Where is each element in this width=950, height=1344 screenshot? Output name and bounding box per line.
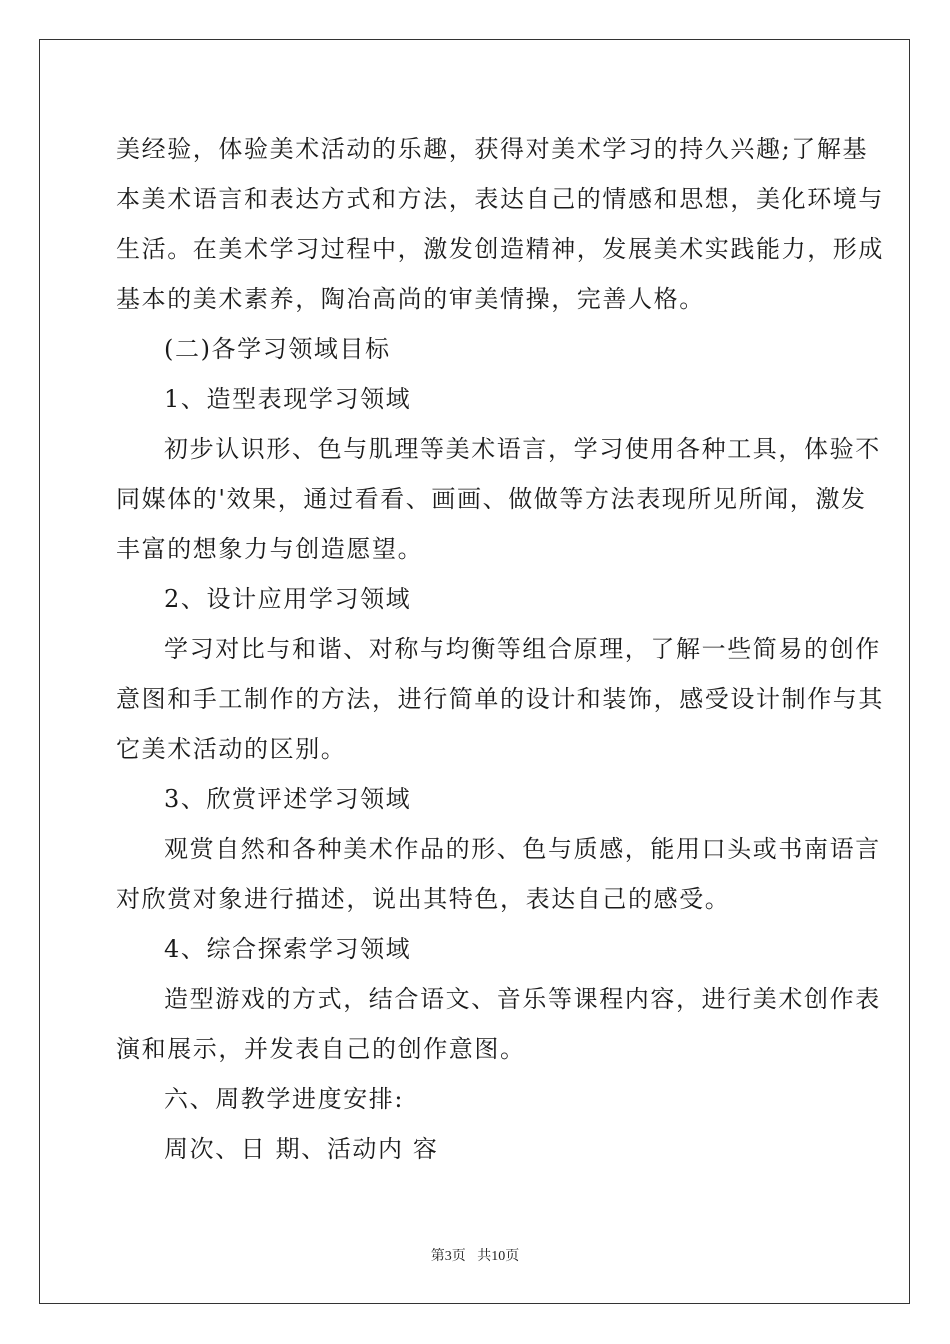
- paragraph-line: 美经验，体验美术活动的乐趣，获得对美术学习的持久兴趣;了解基: [116, 135, 869, 163]
- page-total: 共10页: [477, 1249, 520, 1264]
- document-body: [116, 124, 884, 1174]
- subsection-heading: 1、造型表现学习领域: [164, 385, 412, 413]
- section-heading: 六、周教学进度安排:: [164, 1085, 405, 1113]
- subsection-heading: 2、设计应用学习领域: [164, 585, 412, 613]
- page-footer: [0, 1245, 950, 1265]
- section-heading: (二)各学习领域目标: [164, 335, 391, 363]
- paragraph-line: 本美术语言和表达方式和方法，表达自己的情感和思想，美化环境与: [116, 185, 884, 213]
- paragraph-line: 它美术活动的区别。: [116, 735, 347, 763]
- paragraph-line: 对欣赏对象进行描述，说出其特色，表达自己的感受。: [116, 885, 731, 913]
- subsection-heading: 4、综合探索学习领域: [164, 935, 412, 963]
- paragraph-line: 同媒体的'效果，通过看看、画画、做做等方法表现所见所闻，激发: [116, 485, 867, 513]
- paragraph-line: 丰富的想象力与创造愿望。: [116, 535, 424, 563]
- table-header-line: 周次、日 期、活动内 容: [164, 1135, 439, 1163]
- paragraph-line: 意图和手工制作的方法，进行简单的设计和装饰，感受设计制作与其: [116, 685, 884, 713]
- paragraph-line: 基本的美术素养，陶冶高尚的审美情操，完善人格。: [116, 285, 705, 313]
- paragraph-line: 学习对比与和谐、对称与均衡等组合原理，了解一些简易的创作: [164, 635, 881, 663]
- paragraph-line: 观赏自然和各种美术作品的形、色与质感，能用口头或书南语言: [164, 835, 881, 863]
- subsection-heading: 3、欣赏评述学习领域: [164, 785, 412, 813]
- paragraph-line: 造型游戏的方式，结合语文、音乐等课程内容，进行美术创作表: [164, 985, 881, 1013]
- paragraph-line: 演和展示，并发表自己的创作意图。: [116, 1035, 526, 1063]
- paragraph-line: 初步认识形、色与肌理等美术语言，学习使用各种工具，体验不: [164, 435, 881, 463]
- paragraph-line: 生活。在美术学习过程中，激发创造精神，发展美术实践能力，形成: [116, 235, 884, 263]
- page-number: 第3页: [430, 1249, 466, 1264]
